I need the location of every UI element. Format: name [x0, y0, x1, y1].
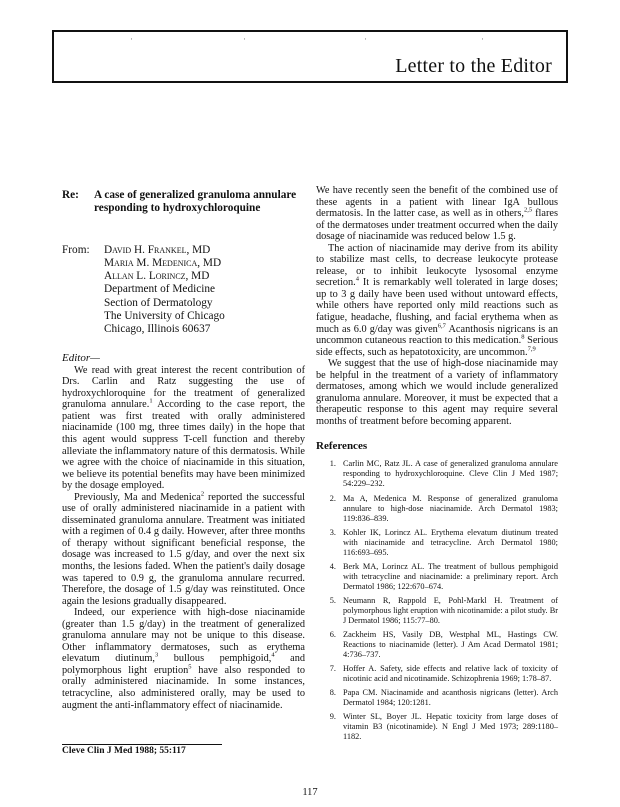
references-heading: References [316, 440, 368, 453]
scan-dot: · [130, 34, 133, 44]
author-name: Maria M. Medenica, MD [104, 256, 222, 269]
reference-item: 4. Berk MA, Lorincz AL. The treatment of bullous pemphigoid with tetracycline and niacinamide: a preliminary report. Arch Dermatol 1986; 122:670–674. [329, 561, 558, 591]
page-number: 117 [302, 787, 318, 798]
subject-line [62, 189, 305, 216]
salutation: Editor— [62, 351, 100, 364]
reference-item: 2. Ma A, Medenica M. Response of generalized granuloma annulare to high-dose niacinamide. Arch Dermatol 1983; 119:836–839. [329, 493, 558, 523]
author-name: Allan L. Lorincz, MD [104, 270, 210, 283]
reference-item: 3. Kohler IK, Lorincz AL. Erythema elevatum diutinum treated with niacinamide and tetracycline. Arch Dermatol 1980; 116:693–695. [329, 527, 558, 557]
body-paragraph: We suggest that the use of high-dose niacinamide may be helpful in the treatment of a variety of inflammatory dermatoses, among which we would include generalized granuloma annulare. Moreover, it must be expected that a therapeutic response to this agent may require several months of treatment before becoming apparent. [316, 358, 558, 427]
body-paragraph: We read with great interest the recent contribution of Drs. Carlin and Ratz suggesting the use of hydroxychloroquine for the treatment of generalized granuloma annulare.$^1$ According to the case report, the patient was first treated with orally administered niacinamide (100 mg, three times daily) in the hope that this agent would suppress T-cell function and thereby alleviate the inflammatory nature of this dermatosis. While we agree with the choice of niacinamide in this situation, we believe its potential benefits may have been minimized by the dosage employed. [62, 364, 305, 492]
footer-rule [62, 744, 222, 745]
re-label: Re: [62, 189, 79, 201]
affiliation-line: Department of Medicine [104, 283, 216, 296]
reference-item: 5. Neumann R, Rappold E, Pohl-Markl H. Treatment of polymorphous light eruption with nicotinamide: a pilot study. Br J Dermatol 1986; 115:77–80. [329, 595, 558, 625]
header-box [52, 30, 568, 83]
author-name: David H. Frankel, MD [104, 243, 211, 256]
body-paragraph: Previously, Ma and Medenica$^2$ reported the successful use of orally administered niacinamide in a patient with disseminated granuloma annulare. Treatment was initiated with a regimen of 0.4 g daily. However, after three months of therapy without significant beneficial response, the dosage was increased to 1.5 g/day, and over the next six months, the lesions faded. When the patient's daily dosage was tapered to 0.9 g, the granuloma annulare recurred. Therefore, the dosage of 1.5 g/day was reinstituted. Once again the lesions gradually disappeared. [62, 490, 305, 607]
affiliation-line: Chicago, Illinois 60637 [104, 323, 211, 336]
reference-item: 7. Hoffer A. Safety, side effects and relative lack of toxicity of nicotinic acid and nicotinamide. Schizophrenia 1969; 1:78–87. [329, 664, 558, 684]
reference-list [316, 459, 558, 742]
reference-item: 1. Carlin MC, Ratz JL. A case of generalized granuloma annulare responding to hydroxychloroquine. Cleve Clin J Med 1987; 54:229–232. [329, 459, 558, 489]
from-block [62, 244, 305, 337]
scan-dot: · [481, 34, 484, 44]
author-list [104, 244, 225, 337]
from-label: From: [62, 243, 90, 256]
affiliation-line: The University of Chicago [104, 310, 225, 323]
affiliation-line: Section of Dermatology [104, 296, 213, 309]
letter-title: A case of generalized granuloma annulare responding to hydroxychloroquine [94, 189, 297, 215]
section-title: Letter to the Editor [395, 55, 552, 77]
body-paragraph: Indeed, our experience with high-dose niacinamide (greater than 1.5 g/day) in the treatment of generalized granuloma annulare may not be unique to this disease. Other inflammatory dermatoses, such as erythema elevatum diutinum,$^3$ bullous pemphigoid,$^4$ and polymorphous light eruption$^5$ have also responded to orally administered niacinamide. In some instances, tetracycline, also administered orally, may be used to augment the anti-inflammatory effect of niacinamide. [62, 607, 305, 711]
body-paragraph: We have recently seen the benefit of the combined use of these agents in a patient with linear IgA bullous dermatosis. In the latter case, as well as in others,$^{2,5}$ flares of the dermatoses under treatment occurred when the daily dosage of niacinamide was reduced below 1.5 g. [316, 185, 558, 243]
right-column [316, 185, 558, 746]
reference-item: 9. Winter SL, Boyer JL. Hepatic toxicity from large doses of vitamin B3 (nicotinamide). N Engl J Med 1973; 289:1180–1182. [329, 712, 558, 742]
journal-citation: Cleve Clin J Med 1988; 55:117 [62, 746, 186, 756]
reference-item: 6. Zackheim HS, Vasily DB, Westphal ML, Hastings CW. Reactions to niacinamide (letter). J Am Acad Dermatol 1981; 4:736–737. [329, 629, 558, 659]
left-column [62, 189, 305, 711]
reference-item: 8. Papa CM. Niacinamide and acanthosis nigricans (letter). Arch Dermatol 1984; 120:1281. [329, 688, 558, 708]
scan-dot: · [364, 34, 367, 44]
scan-dot: · [243, 34, 246, 44]
body-paragraph: The action of niacinamide may derive from its ability to stabilize mast cells, to decrease leukocyte protease release, or to inhibit leukocyte lysosomal enzyme secretion.$^4$ It is remarkably well tolerated in large doses; up to 3 g daily have been used without untoward effects, while others have reported only mild reactions such as fatigue, headache, flushing, and facial erythema when as much as 6.0 g/day was given$^{6,7}$ Acanthosis nigricans is an uncommon cutaneous reaction to this medication.$^8$ Serious side effects, such as hepatotoxicity, are uncommon.$^{7,9}$ [316, 242, 558, 358]
